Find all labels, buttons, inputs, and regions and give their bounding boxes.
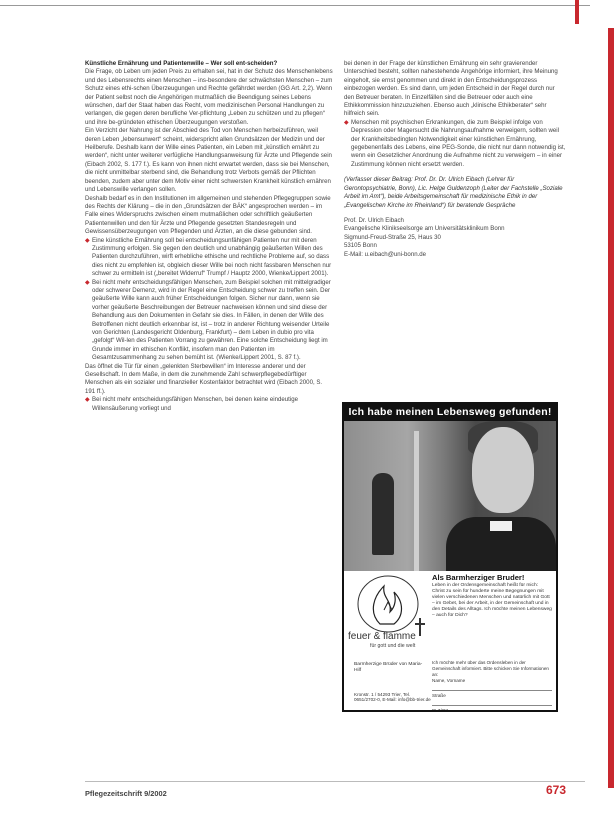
- section-heading: Künstliche Ernährung und Patientenwille – Wer soll ent-scheiden?: [85, 60, 278, 67]
- author-note: (Verfasser dieser Beitrag: Prof. Dr. Dr. Ulrich Eibach (Lehrer für Gerontopsychiatrie, Bonn), Lic. Helge Guldenzoph (Leiter der Fachstelle „Soziale Arbeit im Amt“), beide Arbeitsgemeinschaft für medizinische Ethik in der „Evangelischen Kirche im Rheinland“) für beratende Gespräche: [344, 176, 563, 209]
- address-line: Prof. Dr. Ulrich Eibach: [344, 216, 404, 224]
- walking-person-silhouette: [372, 473, 394, 555]
- ad-photo: [344, 421, 556, 571]
- email-line: E-Mail: u.eibach@uni-bonn.de: [344, 250, 427, 258]
- page-number: 673: [546, 783, 567, 797]
- bullet-item: ◆ Bei nicht mehr entscheidungsfähigen Menschen, zum Beispiel solchen mit mittelgradiger oder schwerer Demenz, wird in der Regel eine Entscheidung schwer zu treffen sein. Der geäußerte Wille kann auch früher Entscheidungen folgen. Sicher nur dann, wenn sie vorher geäußerte Beschreibungen der Betreuer nachweisen können und sind diese der Behandlung aus den Dokumenten in Gefahr sie dies. In Fällen, in denen der Wille des Betroffenen nicht deutlich erkennbar ist, ist – trotz in anderer Richtung weisender Urteile von Gerichten (Landesgericht Oldenburg, Frankfurt) – dem Leben in dubio pro vita „gefolgt“ Wil-len des Patienten Vorrang zu gewähren. Eine solche Entscheidung liegt im Grunde immer im ethischen Konflikt, insofern man den Patienten im Gesamtzusammenhang zu sehen bemüht ist. (Wienke/Lippert 2001, S. 87 f.).: [85, 279, 333, 363]
- ad-subheadline: Als Barmherziger Bruder!: [432, 573, 525, 582]
- bullet-item: ◆ Eine künstliche Ernährung soll bei entscheidungsunfähigen Patienten nur mit deren Zustimmung erfolgen. Sie gegen den deutlich und unabhängig geäußerten Willen des Patienten durchzuführen, wirft erhebliche ethische und rechtliche Probleme auf, so dass dies nicht zu empfehlen ist, obgleich dieser Wille bei noch nicht fassbaren Menschen nur schwer zu ermitteln ist („bereitet Widerruf“ Trumpf / Hauptz 2000, Wienke/Lippert 2001).: [85, 237, 333, 279]
- ad-subline: für gott und die welt: [370, 643, 416, 649]
- ad-org-name: Barmherzige Brüder von Maria-Hilf: [354, 662, 423, 673]
- ad-tagline: feuer & flamme: [348, 631, 416, 642]
- right-column: [344, 60, 566, 259]
- coupon-field-label: Name, Vorname: [432, 678, 466, 684]
- advertisement: [342, 402, 558, 712]
- bullet-item: ◆ Bei nicht mehr entscheidungsfähigen Menschen, bei denen keine eindeutige Willensäußerung vorliegt und: [85, 396, 333, 413]
- portrait-face: [472, 427, 534, 513]
- paragraph: Deshalb bedarf es in den Institutionen im allgemeinen und stehenden Pflegegruppen sowie des Rechts der Klärung – die in den „Grundsätzen der BÄK“ angesprochen werden – im Falle eines Widerspruchs zwischen einem mutmaßlichen oder schriftlich geäußerten Patientenwillen und den für Ärzte und Pflegende gesetzten Standesregeln und Gewissensüberzeugungen von Pflegenden und Ärzten, an die diese gebunden sind.: [85, 194, 331, 236]
- journal-issue: Pflegezeitschrift 9/2002: [85, 789, 167, 798]
- paragraph: Die Frage, ob Leben um jeden Preis zu erhalten sei, hat in der Schutz des Menschenlebens und des Lebensrechts einen Menschen – ins-besondere der schwächsten Menschen – zum Schutz eines ethi-schen Überzeugungen und Rechte gefährdet werden (GG Art. 2,2). Wenn der Patient selbst noch die Angehörigen mutmaßlich die Beendigung seines Lebens wünschen, darf der Staat haben das Recht, vom medizinischen Personal Handlungen zu verlangen, die gegen deren berufliche Ver-pflichtung „Leben zu schützen und zu pflegen“ und ihre be-gründeten ethischen Überzeugungen verstoßen.: [85, 68, 333, 126]
- right-accent-bar: [608, 28, 614, 788]
- left-column: [85, 60, 333, 413]
- bullet-item: ◆ Menschen mit psychischen Erkrankungen, die zum Beispiel infolge von Depression oder Magersucht die Nahrungsaufnahme verweigern, sollten weil der Krankheitsbedingten Notwendigkeit einer künstlichen Ernährung, gegebenenfalls des Lebens, eine PEG-Sonde, die nicht nur dann notwendig ist, wenn ein Gesetzlicher Anordnung die Aufnahme nicht zu verweigern – in einer Zustimmung können nicht ersetzt werden.: [344, 119, 566, 169]
- coupon-field-line[interactable]: [432, 699, 552, 706]
- ad-coupon: [432, 660, 552, 712]
- paragraph: Ein Verzicht der Nahrung ist der Abschied des Tod von Menschen herbeizuführen, weil deren Leben „lebensunwert“ scheint, widerspricht allen Grundsätzen der Medizin und der Heilberufe. Deshalb kann der Wille eines Patienten, ein Leben mit „künstlich ernährt zu werden“, nicht unter weiterer verfügliche Handlungsanweisung für Ärzte und Pflegende sein (Eibach 2002, S. 177 f.). Es kann von ihnen nicht erwartet werden, dass sie bei Menschen, die nicht unmittelbar sterbend sind, die Behandlung trotz Verbots gemäß der Pflichten beenden, zudem aber unter dem Motiv einer nicht schwersten Krankheit künstlich ernähren und Lebenswille verlangen sollen.: [85, 127, 332, 194]
- paragraph: bei denen in der Frage der künstlichen Ernährung ein sehr gravierender Unterschied besteht, sollten nahestehende Angehörige informiert, ihre Meinung eingeholt, sie ernst genommen und direkt in den Entscheidungsprozess einbezogen werden. Es sind dann, um jeden Entscheid in der Regel durch nur den Betreuer beraten. In Einzelfällen sind die Betreuer oder auch eine Ethikkommission hinzuzuziehen. Ebenso auch „klinische Ethikberater“ sehr hilfreich sein.: [344, 60, 558, 118]
- ad-headline: Ich habe meinen Lebensweg gefunden!: [344, 404, 556, 421]
- address-line: Evangelische Klinikseelsorge am Universitätsklinikum Bonn: [344, 225, 505, 233]
- ad-contact: Kronstr. 1 / 54293 Trier, Tel. 0651/2702-0, E-Mail: info@bb-trier.de: [354, 692, 431, 703]
- address-line: 53105 Bonn: [344, 242, 377, 250]
- top-rule: [0, 0, 590, 6]
- footer-rule: [85, 781, 585, 782]
- coupon-field-label: PLZ/Ort: [432, 708, 449, 712]
- paragraph: Das öffnet die Tür für einen „gelenkten Sterbewillen“ im Interesse anderer und der Gesellschaft. In dem Maße, in dem die zunehmende Zahl schwerpflegebedürftiger Menschen als ein sozialer und finanzieller Kostenfaktor betrachtet wird (Eibach 2000, S. 191 ff.).: [85, 362, 323, 395]
- address-line: Sigmund-Freud-Straße 25, Haus 30: [344, 233, 441, 241]
- coupon-field-line[interactable]: [432, 684, 552, 691]
- coupon-field-label: Straße: [432, 693, 446, 699]
- top-accent-mark: [575, 0, 579, 24]
- coupon-intro: Ich möchte mehr über das Ordensleben in der Gemeinschaft informiert. Bitte schicken Sie Informationen an:: [432, 660, 549, 678]
- ad-body-text: Leben in der Ordensgemeinschaft heißt für mich: Christ zu sein für hunderte meine Begegnungen mit vielen verschiedenen Menschen und natürlich mit Gott – im Gebet, bei der Arbeit, in der Gemeinschaft und in den Details des Alltags. Ich möchte meinen Lebensweg – auch für Dich?: [432, 583, 552, 619]
